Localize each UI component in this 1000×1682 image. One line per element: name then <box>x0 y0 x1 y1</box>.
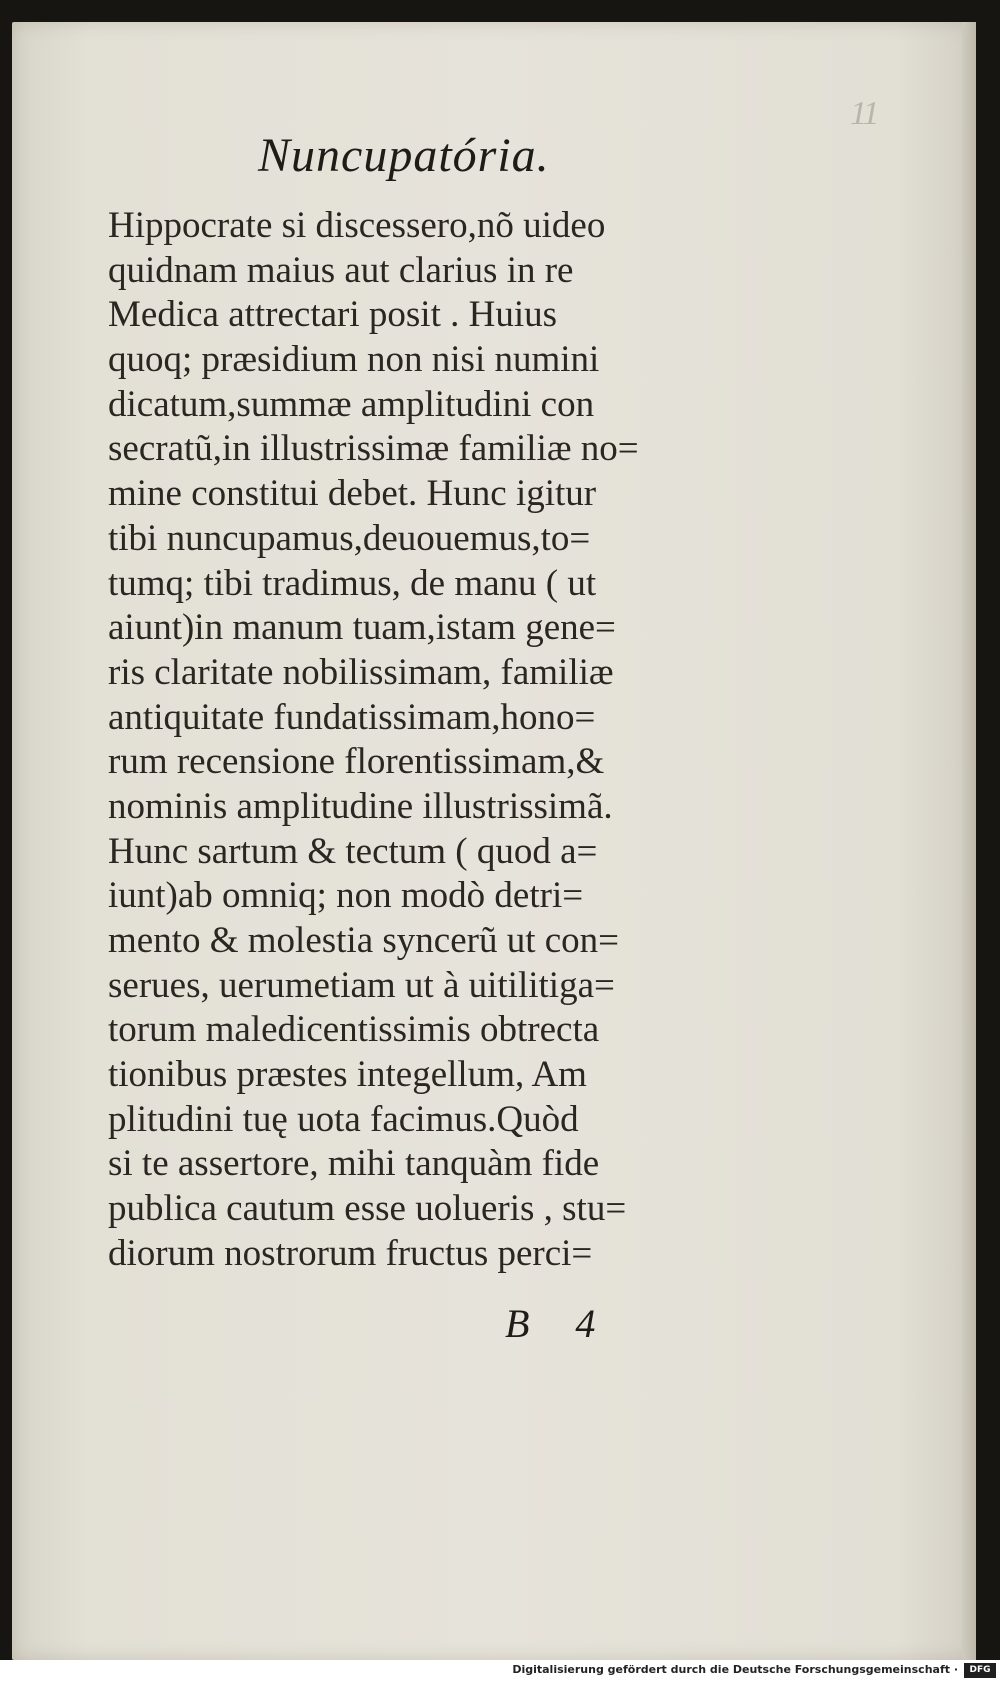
text-line: Hippocrate si discessero,nõ uideo <box>108 205 606 246</box>
text-line: tumq; tibi tradimus, de manu ( ut <box>108 562 597 604</box>
text-line: ris claritate nobilissimam, familiæ <box>108 651 614 693</box>
dfg-logo: DFG <box>964 1663 996 1678</box>
text-line: antiquitate fundatissimam,hono= <box>108 696 596 738</box>
text-line: serues, uerumetiam ut à uitilitiga= <box>108 964 615 1006</box>
signature-mark: B 4 <box>505 1301 614 1346</box>
text-line: iunt)ab omniq; non modò detri= <box>108 875 584 917</box>
page-edge <box>962 22 976 1660</box>
text-line: nominis amplitudine illustrissimã. <box>108 785 613 827</box>
footer-bar <box>0 1660 1000 1682</box>
text-line: publica cautum esse uolueris , stu= <box>108 1188 627 1230</box>
text-line: Hunc sartum & tectum ( quod a= <box>108 830 598 872</box>
text-line: tibi nuncupamus,deuouemus,to= <box>108 517 591 559</box>
text-line: secratũ,in illustrissimæ familiæ no= <box>108 428 639 470</box>
text-line: diorum nostrorum fructus perci= <box>108 1232 593 1274</box>
text-line: Medica attrectari posit . Huius <box>108 294 558 336</box>
text-line: rum recensione florentissimam,& <box>108 741 605 783</box>
text-line: tionibus præstes integellum, Am <box>108 1054 587 1096</box>
text-line: mine constitui debet. Hunc igitur <box>108 473 597 515</box>
funding-credit: Digitalisierung gefördert durch die Deutsche Forschungsgemeinschaft · <box>512 1663 958 1676</box>
body-text <box>108 204 708 1277</box>
text-line: quidnam maius aut clarius in re <box>108 249 574 291</box>
text-line: mento & molestia syncerũ ut con= <box>108 920 620 961</box>
running-head: Nuncupatória. <box>258 129 550 182</box>
text-line: aiunt)in manum tuam,istam gene= <box>108 607 616 649</box>
text-line: torum maledicentissimis obtrecta <box>108 1009 600 1051</box>
text-line: si te assertore, mihi tanquàm fide <box>108 1143 600 1185</box>
text-line: dicatum,summæ amplitudini con <box>108 383 595 425</box>
text-line: plitudini tuę uota facimus.Quòd <box>108 1098 579 1140</box>
folio-mark: 11 <box>850 95 878 132</box>
text-line: quoq; præsidium non nisi numini <box>108 339 600 381</box>
